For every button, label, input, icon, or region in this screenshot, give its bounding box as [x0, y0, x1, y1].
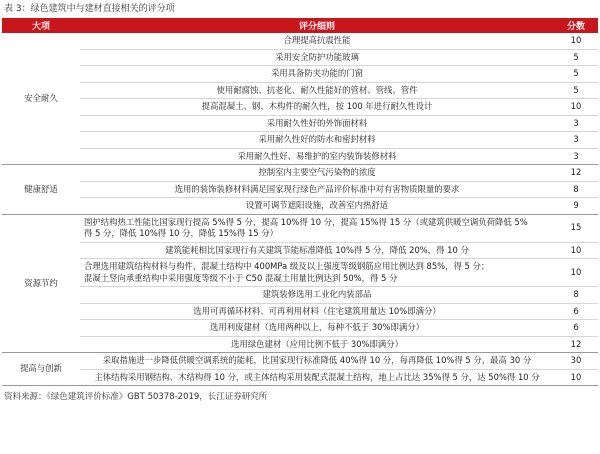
table-row [2, 259, 598, 287]
score-cell: 10 [554, 99, 598, 116]
scoring-table [2, 18, 598, 386]
table-row [2, 49, 598, 66]
table-row [2, 99, 598, 116]
score-cell: 3 [554, 132, 598, 149]
table-row [2, 303, 598, 320]
table-row [2, 336, 598, 353]
detail-cell: 选用利废建材（选用两种以上，每种不低于 30%即满分） [80, 320, 554, 337]
table-row [2, 214, 598, 242]
score-cell: 10 [554, 259, 598, 287]
table-row [2, 181, 598, 198]
score-cell: 5 [554, 66, 598, 83]
header-category: 大项 [2, 18, 80, 33]
detail-cell: 建筑装修选用工业化内装部品 [80, 287, 554, 304]
table-row [2, 287, 598, 304]
detail-cell: 采取措施进一步降低供暖空调系统的能耗，比国家现行标准降低 40%得 10 分，每再降低 10%得 5 分，最高 30 分 [80, 353, 554, 370]
detail-cell [80, 259, 554, 287]
score-cell: 9 [554, 198, 598, 215]
score-cell: 10 [554, 369, 598, 386]
detail-cell: 主体结构采用钢结构、木结构得 10 分，或主体结构采用装配式混凝土结构，地上占比达 35%得 5 分，达 50%得 10 分 [80, 369, 554, 386]
table-row [2, 148, 598, 165]
score-cell: 6 [554, 303, 598, 320]
table-row [2, 320, 598, 337]
score-cell: 3 [554, 115, 598, 132]
table-row [2, 369, 598, 386]
score-cell: 5 [554, 49, 598, 66]
table-row [2, 66, 598, 83]
detail-cell [80, 214, 554, 242]
score-cell: 30 [554, 353, 598, 370]
detail-cell: 建筑能耗相比国家现行有关建筑节能标准降低 10%得 5 分，降低 20%，得 10 分 [80, 242, 554, 259]
detail-cell: 选用的装饰装修材料满足国家现行绿色产品评价标准中对有害物质限量的要求 [80, 181, 554, 198]
table-row [2, 165, 598, 182]
score-cell: 15 [554, 214, 598, 242]
detail-line: 得 5 分，降低 10%得 10 分，降低 15%得 15 分） [84, 228, 279, 238]
category-cell: 资源节约 [2, 214, 80, 353]
table-row [2, 82, 598, 99]
detail-cell: 设置可调节遮阳设施，改善室内热舒适 [80, 198, 554, 215]
header-detail: 评分细则 [80, 18, 554, 33]
detail-cell: 采用耐久性好的外饰面材料 [80, 115, 554, 132]
detail-cell: 控制室内主要空气污染物的浓度 [80, 165, 554, 182]
detail-line: 合理选用建筑结构材料与构件，混凝土结构中 400MPa 级及以上强度等级钢筋应用比例达到 85%，得 5 分； [84, 261, 490, 271]
detail-cell: 提高混凝土、钢、木构件的耐久性，按 100 年进行耐久性设计 [80, 99, 554, 116]
table-row [2, 198, 598, 215]
score-cell: 12 [554, 336, 598, 353]
detail-cell: 采用耐久性好、易维护的室内装饰装修材料 [80, 148, 554, 165]
header-score: 分数 [554, 18, 598, 33]
table-row [2, 115, 598, 132]
category-cell: 提高与创新 [2, 353, 80, 386]
category-cell: 健康舒适 [2, 165, 80, 215]
detail-cell: 采用安全防护功能玻璃 [80, 49, 554, 66]
score-cell: 12 [554, 165, 598, 182]
detail-cell: 合理提高抗震性能 [80, 33, 554, 49]
detail-cell: 选用可再循环材料、可再利用材料（住宅建筑用量达 10%即满分） [80, 303, 554, 320]
table-title: 表 3：绿色建筑中与建材直接相关的评分项 [4, 4, 175, 14]
detail-cell: 采用具备防夹功能的门窗 [80, 66, 554, 83]
score-cell: 8 [554, 181, 598, 198]
source-note: 资料来源：《绿色建筑评价标准》GBT 50378-2019，长江证券研究所 [4, 392, 268, 402]
table-row [2, 242, 598, 259]
score-cell: 6 [554, 320, 598, 337]
table-row [2, 132, 598, 149]
detail-cell: 选用绿色建材（应用比例不低于 30%即满分） [80, 336, 554, 353]
table-header-row [2, 18, 598, 33]
score-cell: 3 [554, 148, 598, 165]
detail-line: 围护结构热工性能比国家现行提高 5%得 5 分，提高 10%得 10 分，提高 15%得 15 分（或建筑供暖空调负荷降低 5% [84, 216, 528, 227]
table-row [2, 353, 598, 370]
table-row [2, 33, 598, 49]
score-cell: 8 [554, 287, 598, 304]
detail-cell: 采用耐久性好的防水和密封材料 [80, 132, 554, 149]
detail-cell: 使用耐腐蚀、抗老化、耐久性能好的管材、管线、管件 [80, 82, 554, 99]
score-cell: 5 [554, 82, 598, 99]
score-cell: 10 [554, 33, 598, 49]
detail-line: 混凝土竖向承重结构中采用强度等级不小于 C50 混凝土用量比例达到 50%，得 5 分 [84, 272, 398, 283]
score-cell: 10 [554, 242, 598, 259]
category-cell: 安全耐久 [2, 33, 80, 165]
